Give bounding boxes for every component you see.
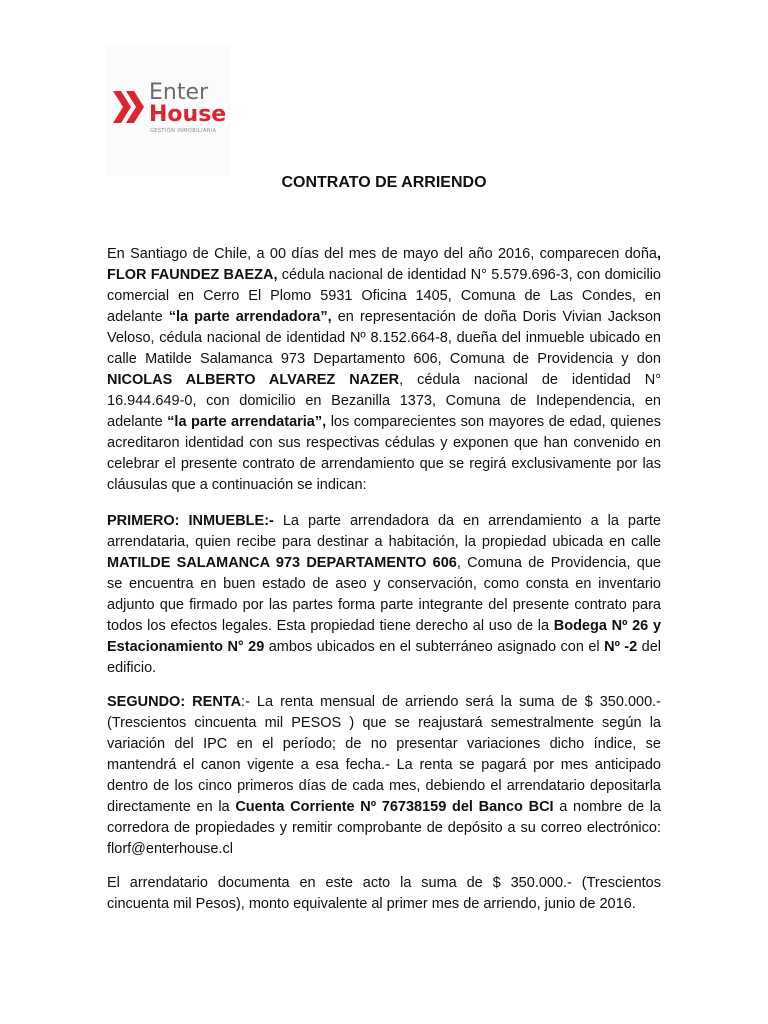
- p2-text-4: del edificio.: [107, 639, 661, 676]
- document-title-text: CONTRATO DE ARRIENDO: [281, 174, 487, 191]
- paragraph-segundo-renta: [107, 692, 661, 860]
- p1-text-1: En Santiago de Chile, a 00 días del mes de mayo del año 2016, comparecen doña: [107, 246, 657, 262]
- double-chevron-logo-icon: [113, 89, 145, 125]
- p4-text-1: El arrendatario documenta en este acto la suma de $ 350.000.- (Trescientos cincuenta mil Pesos), monto equivalente al primer mes de arriendo, junio de 2016.: [107, 875, 661, 912]
- p3-text-2: a nombre de la corredora de propiedades y remitir comprobante de depósito a su correo electrónico: florf@enterhouse.cl: [107, 799, 661, 857]
- p1-bold-parte-arrendataria: “la parte arrendataria”,: [167, 414, 327, 430]
- p3-bold-cuenta: Cuenta Corriente Nº 76738159 del Banco BCI: [235, 799, 554, 815]
- p2-text-3: ambos ubicados en el subterráneo asignado con el: [264, 639, 605, 655]
- p2-bold-address: MATILDE SALAMANCA 973 DEPARTAMENTO 606: [107, 555, 457, 571]
- p1-bold-arrendatario-name: NICOLAS ALBERTO ALVAREZ NAZER: [107, 372, 400, 388]
- paragraph-primero-inmueble: [107, 511, 661, 679]
- p1-bold-parte-arrendadora: “la parte arrendadora”,: [168, 309, 332, 325]
- paragraph-comparecencia: [107, 244, 661, 496]
- p1-text-5: los comparecientes son mayores de edad, quienes acreditaron identidad con sus respectivas cédulas y exponen que han convenido en celebrar el presente contrato de arrendamiento que se regirá exclusivamente por las cláusulas que a continuación se indican:: [107, 414, 661, 493]
- p1-bold-arrendadora-name: , FLOR FAUNDEZ BAEZA,: [107, 246, 661, 283]
- logo-word-enter: Enter: [149, 80, 209, 105]
- document-body: [107, 244, 661, 928]
- p1-text-4: , cédula nacional de identidad N° 16.944.649-0, con domicilio en Bezanilla 1373, Comuna de Independencia, en adelante: [107, 372, 662, 430]
- paragraph-garantia: [107, 873, 661, 915]
- p2-bold-heading: PRIMERO: INMUEBLE:-: [107, 513, 274, 529]
- logo-tagline: GESTIÓN INMOBILIARIA: [150, 128, 217, 134]
- document-title: [0, 174, 768, 192]
- enter-house-logo: [105, 44, 231, 176]
- p2-bold-bodega: Bodega Nº 26 y Estacionamiento N° 29: [107, 618, 662, 655]
- p3-bold-heading: SEGUNDO: RENTA: [107, 694, 242, 710]
- logo-word-house: House: [149, 102, 227, 127]
- p2-text-1: La parte arrendadora da en arrendamiento a la parte arrendataria, quien recibe para destinar a habitación, la propiedad ubicada en calle: [107, 513, 661, 550]
- p2-text-2: , Comuna de Providencia, que se encuentra en buen estado de aseo y conservación, como consta en inventario adjunto que firmado por las partes forma parte integrante del presente contrato para todos los efectos legales. Esta propiedad tiene derecho al uso de la: [107, 555, 661, 634]
- p3-text-1: :- La renta mensual de arriendo será la suma de $ 350.000.- (Trescientos cincuenta mil PESOS ) que se reajustará semestralmente según la variación del IPC en el período; de no presentar variaciones dicho índice, se mantendrá el canon vigente a esa fecha.- La renta se pagará por mes anticipado dentro de los cinco primeros días de cada mes, debiendo el arrendatario depositarla directamente en la: [107, 694, 661, 815]
- p2-bold-nivel: Nº -2: [604, 639, 638, 655]
- p1-text-3: en representación de doña Doris Vivian Jackson Veloso, cédula nacional de identidad Nº 8.152.664-8, dueña del inmueble ubicado en calle Matilde Salamanca 973 Departamento 606, Comuna de Providencia y don: [107, 309, 661, 367]
- p1-text-2: cédula nacional de identidad N° 5.579.696-3, con domicilio comercial en Cerro El Plomo 5931 Oficina 1405, Comuna de Las Condes, en adelante: [107, 267, 661, 325]
